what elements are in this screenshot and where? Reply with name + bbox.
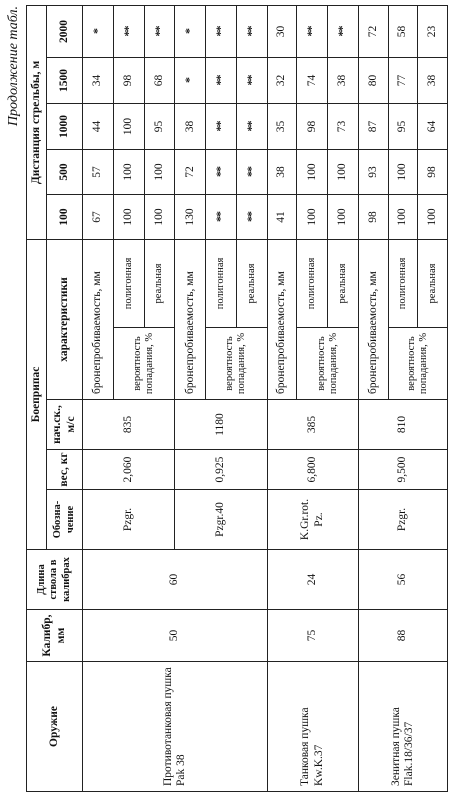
table-caption: Продолжение табл.	[6, 6, 21, 127]
hit-prob-label: вероятность попадания, %	[206, 328, 268, 400]
value-cell: 38	[175, 103, 206, 149]
value-cell: **	[206, 5, 237, 57]
header-d100: 100	[47, 194, 83, 239]
header-distance: Дистанция стрельбы, м	[27, 5, 47, 239]
value-cell: **	[236, 103, 267, 149]
value-cell: 95	[388, 103, 418, 149]
caliber-cell: 50	[83, 610, 268, 662]
header-weight: вес, кг	[47, 450, 83, 490]
armor-label: бронепробиваемость, мм	[83, 239, 114, 399]
value-cell: 41	[267, 194, 297, 239]
value-cell: 130	[175, 194, 206, 239]
value-cell: 72	[175, 149, 206, 194]
header-d1500: 1500	[47, 57, 83, 103]
value-cell: 38	[328, 57, 359, 103]
value-cell: 100	[144, 194, 175, 239]
header-ammo: Боеприпас	[27, 239, 47, 549]
value-cell: **	[236, 57, 267, 103]
value-cell: 100	[113, 149, 144, 194]
value-cell: 98	[113, 57, 144, 103]
value-cell: 87	[358, 103, 388, 149]
value-cell: **	[206, 194, 237, 239]
value-cell: 58	[388, 5, 418, 57]
range-label: полигонная	[113, 239, 144, 327]
table-row	[267, 5, 297, 791]
header-barrel: Длина ствола в калибрах	[27, 550, 83, 610]
value-cell: 74	[297, 57, 328, 103]
designation-cell: Pzgr.	[83, 490, 175, 550]
real-label: реальная	[236, 239, 267, 327]
real-label: реальная	[328, 239, 359, 327]
velocity-cell: 835	[83, 400, 175, 450]
value-cell: 100	[113, 194, 144, 239]
value-cell: 77	[388, 57, 418, 103]
armor-label: бронепробиваемость, мм	[175, 239, 206, 399]
value-cell: *	[175, 57, 206, 103]
header-d2000: 2000	[47, 5, 83, 57]
hit-prob-label: вероятность попадания, %	[113, 328, 175, 400]
barrel-cell: 56	[358, 550, 447, 610]
value-cell: 100	[388, 194, 418, 239]
value-cell: **	[113, 5, 144, 57]
real-label: реальная	[418, 239, 448, 327]
value-cell: 100	[328, 149, 359, 194]
caliber-cell: 75	[267, 610, 358, 662]
value-cell: 57	[83, 149, 114, 194]
range-label: полигонная	[297, 239, 328, 327]
value-cell: 72	[358, 5, 388, 57]
value-cell: 64	[418, 103, 448, 149]
value-cell: 44	[83, 103, 114, 149]
header-velocity: нач.ск., м/с	[47, 400, 83, 450]
value-cell: 100	[144, 149, 175, 194]
range-label: полигонная	[388, 239, 418, 327]
value-cell: **	[206, 57, 237, 103]
value-cell: 100	[113, 103, 144, 149]
weight-cell: 9,500	[358, 450, 447, 490]
value-cell: 100	[388, 149, 418, 194]
value-cell: 100	[297, 149, 328, 194]
value-cell: 35	[267, 103, 297, 149]
value-cell: **	[236, 194, 267, 239]
value-cell: 98	[358, 194, 388, 239]
header-d500: 500	[47, 149, 83, 194]
value-cell: 32	[267, 57, 297, 103]
value-cell: **	[236, 5, 267, 57]
header-caliber: Калибр, мм	[27, 610, 83, 662]
weight-cell: 2,060	[83, 450, 175, 490]
value-cell: *	[83, 5, 114, 57]
value-cell: 93	[358, 149, 388, 194]
value-cell: 98	[418, 149, 448, 194]
designation-cell: K.Gr.rot. Pz.	[267, 490, 358, 550]
value-cell: 38	[418, 57, 448, 103]
table-row	[358, 5, 388, 791]
designation-cell: Pzgr.40	[175, 490, 267, 550]
value-cell: **	[236, 149, 267, 194]
range-label: полигонная	[206, 239, 237, 327]
barrel-cell: 60	[83, 550, 268, 610]
value-cell: 80	[358, 57, 388, 103]
value-cell: *	[175, 5, 206, 57]
value-cell: 100	[297, 194, 328, 239]
weapon-cell: Танковая пушка Kw.K.37	[267, 662, 358, 792]
armor-label: бронепробиваемость, мм	[267, 239, 297, 399]
header-characteristics: характеристики	[47, 239, 83, 399]
velocity-cell: 810	[358, 400, 447, 450]
velocity-cell: 385	[267, 400, 358, 450]
value-cell: 95	[144, 103, 175, 149]
value-cell: 100	[418, 194, 448, 239]
data-table	[26, 5, 448, 792]
weapon-cell: Противотанковая пушка Pak 38	[83, 662, 268, 792]
value-cell: 30	[267, 5, 297, 57]
weapon-cell: Зенитная пушка Flak.18/36/37	[358, 662, 447, 792]
value-cell: 34	[83, 57, 114, 103]
value-cell: 23	[418, 5, 448, 57]
header-designation: Обозна-чение	[47, 490, 83, 550]
header-weapon: Оружие	[27, 662, 83, 792]
value-cell: **	[144, 5, 175, 57]
value-cell: **	[206, 103, 237, 149]
value-cell: 73	[328, 103, 359, 149]
barrel-cell: 24	[267, 550, 358, 610]
designation-cell: Pzgr.	[358, 490, 447, 550]
value-cell: 38	[267, 149, 297, 194]
value-cell: 67	[83, 194, 114, 239]
header-d1000: 1000	[47, 103, 83, 149]
weight-cell: 6,800	[267, 450, 358, 490]
value-cell: **	[297, 5, 328, 57]
weight-cell: 0,925	[175, 450, 267, 490]
velocity-cell: 1180	[175, 400, 267, 450]
real-label: реальная	[144, 239, 175, 327]
hit-prob-label: вероятность попадания, %	[388, 328, 447, 400]
value-cell: 100	[328, 194, 359, 239]
value-cell: 98	[297, 103, 328, 149]
value-cell: 68	[144, 57, 175, 103]
caliber-cell: 88	[358, 610, 447, 662]
hit-prob-label: вероятность попадания, %	[297, 328, 359, 400]
value-cell: **	[206, 149, 237, 194]
armor-label: бронепробиваемость, мм	[358, 239, 388, 399]
value-cell: **	[328, 5, 359, 57]
table-row	[83, 5, 114, 791]
